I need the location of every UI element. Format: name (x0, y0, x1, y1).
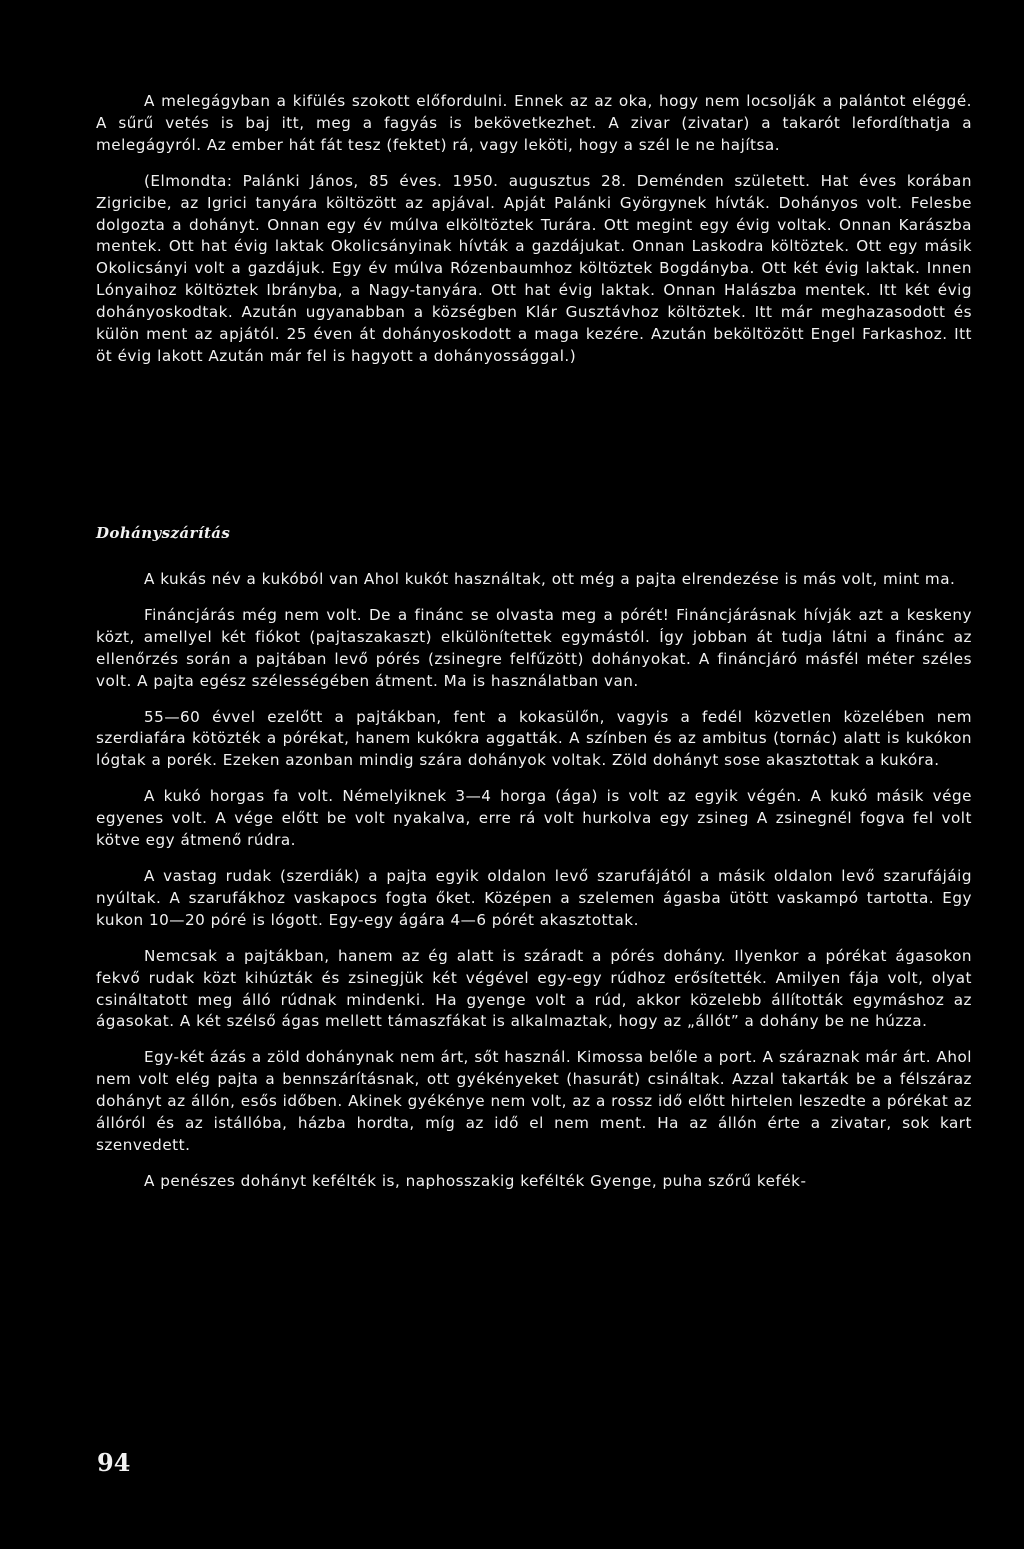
intro-paragraph-1: A melegágyban a kifülés szokott előfordulni. Ennek az az oka, hogy nem locsolják a palántot eléggé. A sűrű vetés is baj itt, meg a fagyás is bekövetkezhet. A zivar (zivatar) a takarót lefordíthatja a melegágyról. Az ember hát fát tesz (fektet) rá, vagy leköti, hogy a szél le ne hajítsa. (96, 92, 972, 154)
body-paragraph-2: Fináncjárás még nem volt. De a finánc se olvasta meg a pórét! Fináncjárásnak hívják azt a keskeny közt, amellyel két fiókot (pajtaszakaszt) elkülönítettek egymástól. Így jobban át tudja látni a finánc az ellenőrzés során a pajtában levő pórés (zsinegre felfűzött) dohányokat. A fináncjáró másfél méter széles volt. A pajta egész szélességében átment. Ma is használatban van. (96, 605, 972, 690)
body-paragraph-1: A kukás név a kukóból van Ahol kukót használtak, ott még a pajta elrendezése is más volt, mint ma. (144, 570, 956, 588)
section-heading: Dohányszárítás (96, 524, 231, 542)
page-number: 94 (97, 1448, 131, 1477)
body-paragraph-8: A penészes dohányt kefélték is, naphosszakig kefélték Gyenge, puha szőrű kefék- (144, 1171, 807, 1190)
intro-text (96, 91, 972, 368)
body-paragraph-6: Nemcsak a pajtákban, hanem az ég alatt is száradt a pórés dohány. Ilyenkor a pórékat ágasokon fekvő rudak közt kihúzták és zsinegjük két végével egy-egy rúdhoz erősítették. Amilyen fája volt, olyat csináltatott meg álló rúdnak mindenki. Ha gyenge volt a rúd, akkor közelebb állították egymáshoz az ágasokat. A két szélső ágas mellett támaszfákat is alkalmaztak, hogy az „állót” a dohány be ne húzza. (96, 946, 972, 1031)
body-paragraph-4: A kukó horgas fa volt. Némelyiknek 3—4 horga (ága) is volt az egyik végén. A kukó másik vége egyenes volt. A vége előtt be volt nyakalva, erre rá volt hurkolva egy zsineg A zsinegnél fogva fel volt kötve egy átmenő rúdra. (96, 787, 972, 850)
body-paragraph-5: A vastag rudak (szerdiák) a pajta egyik oldalon levő szarufájától a másik oldalon levő szarufájáig nyúltak. A szarufákhoz vaskapocs fogta őket. Középen a szelemen ágasba ütött vaskampó tartotta. Egy kukon 10—20 póré is lógott. Egy-egy ágára 4—6 pórét akasztottak. (96, 866, 972, 929)
body-paragraph-7: Egy-két ázás a zöld dohánynak nem árt, sőt használ. Kimossa belőle a port. A száraznak már árt. Ahol nem volt elég pajta a bennszárításnak, ott gyékényeket (hasurát) csináltak. Azzal takarták be a félszáraz dohányt az állón, esős időben. Akinek gyékénye nem volt, az a rossz idő előtt hirtelen leszedte a pórékat az állóról és az istállóba, házba hordta, míg az idő el nem ment. Ha az állón érte a zivatar, sok kart szenvedett. (96, 1048, 972, 1154)
section-body (96, 569, 972, 1193)
intro-paragraph-2: (Elmondta: Palánki János, 85 éves. 1950. augusztus 28. Deménden született. Hat éves korában Zigricibe, az Igrici tanyára költözött az apjával. Apját Palánki Györgynek hívták. Dohányos volt. Felesbe dolgozta a dohányt. Onnan egy év múlva elköltöztek Turára. Ott megint egy évig voltak. Onnan Karászba mentek. Ott hat évig laktak Okolicsányinak hívták a gazdájukat. Onnan Laskodra költöztek. Ott egy másik Okolicsányi volt a gazdájuk. Egy év múlva Rózenbaumhoz költöztek Bogdányba. Ott két évig laktak. Innen Lónyaihoz költöztek Ibrányba, a Nagy-tanyára. Ott hat évig laktak. Onnan Halászba mentek. Itt két évig dohányoskodtak. Azután ugyanabban a községben Klár Gusztávhoz költöztek. Itt már meghazasodott és külön ment az apjától. 25 éven át dohányoskodott a maga kezére. Azután beköltözött Engel Farkashoz. Itt öt évig lakott Azután már fel is hagyott a dohányossággal.) (96, 171, 972, 365)
body-paragraph-3: 55—60 évvel ezelőtt a pajtákban, fent a kokasülőn, vagyis a fedél közvetlen közelében nem szerdiafára kötözték a pórékat, hanem kukókra aggatták. A színben és az ambitus (tornác) alatt is kukókon lógtak a porék. Ezeken azonban mindig szára dohányok voltak. Zöld dohányt sose akasztottak a kukóra. (96, 707, 972, 770)
